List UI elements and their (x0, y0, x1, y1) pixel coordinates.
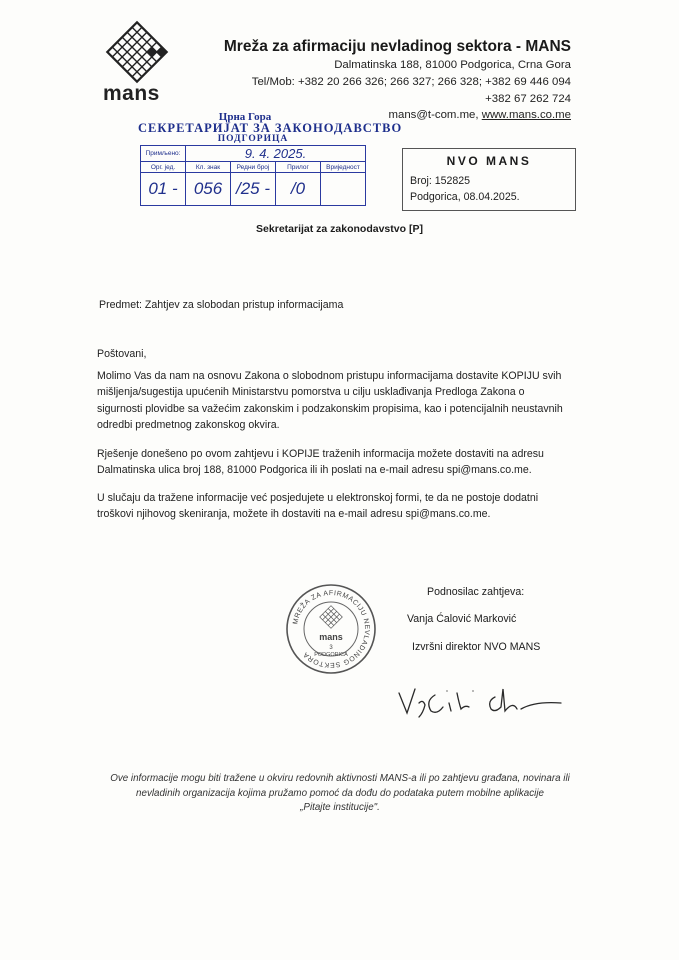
nvo-number: Broj: 152825 (410, 175, 471, 187)
subject-line: Predmet: Zahtjev za slobodan pristup informacijama (99, 299, 344, 311)
paragraph-line: sigurnosti plovidbe sa važećim zakonskim i podzakonskim propisima, kao i potencijalnih neustavnih (97, 402, 563, 415)
paragraph-line: Molimo Vas da nam na osnovu Zakona o slobodnom pristupu informacijama dostavite KOPIJU svih (97, 370, 562, 382)
received-stamp (138, 111, 403, 144)
logo-wordmark: mans (103, 82, 160, 105)
stamp-col-value: Вриједност (321, 162, 366, 173)
seal-number: 3 (329, 645, 333, 651)
footer-note (100, 772, 580, 816)
stamp-institution: СЕКРЕТАРИЈАТ ЗА ЗАКОНОДАВСТВО (138, 121, 403, 135)
stamp-val-org: 01 - (141, 173, 186, 206)
seal-ring-text: MREŽA ZA AFIRMACIJU NEVLADINOG SEKTORA (292, 589, 371, 669)
stamp-col-org: Орг. јед. (141, 162, 186, 173)
stamp-col-number: Редни број (231, 162, 276, 173)
paragraph-line: troškovi njihovog skeniranja, možete ih dostaviti na e-mail adresu spi@mans.co.me. (97, 508, 491, 521)
org-phones: Tel/Mob: +382 20 266 326; 266 327; 266 328; +382 69 446 094 (251, 76, 571, 88)
paragraph-electronic (97, 490, 587, 523)
applicant-label: Podnosilac zahtjeva: (427, 586, 525, 598)
stamp-city: ПОДГОРИЦА (217, 134, 289, 144)
footer-line: nevladinih organizacija kojima pružamo pomoć da dođu do podataka putem mobilne aplikacije (136, 787, 544, 799)
seal-city: PODGORICA (314, 652, 348, 658)
paragraph-line: Rješenje donešeno po ovom zahtjevu i KOPIJE traženih informacija možete dostaviti na adresu (97, 448, 544, 460)
recipient: Sekretarijat za zakonodavstvo [P] (256, 223, 423, 235)
organization-seal (285, 583, 377, 675)
footer-line: Ove informacije mogu biti tražene u okviru redovnih aktivnosti MANS-a ili po zahtjevu građana, novinara ili (110, 773, 570, 784)
received-label: Примљено: (141, 146, 186, 162)
stamp-col-attachment: Прилог (276, 162, 321, 173)
org-name: Mreža za afirmaciju nevladinog sektora - MANS (223, 38, 571, 55)
received-stamp-table (140, 145, 366, 206)
org-address: Dalmatinska 188, 81000 Podgorica, Crna Gora (334, 59, 571, 71)
nvo-reference-box (402, 148, 576, 211)
paragraph-delivery (97, 446, 587, 479)
stamp-country: Црна Гора (218, 111, 272, 123)
org-email[interactable]: mans@t-com.me, (388, 109, 479, 121)
org-contact (389, 109, 571, 121)
nvo-place-date: Podgorica, 08.04.2025. (410, 191, 520, 203)
paragraph-line: U slučaju da tražene informacije već posjedujete u elektronskoj formi, te da ne postoje dodatni (97, 492, 539, 504)
seal-center-text: mans (319, 632, 343, 642)
handwritten-signature (395, 683, 565, 719)
paragraph-request (97, 368, 587, 434)
footer-line: „Pitajte institucije". (300, 802, 380, 813)
org-website-link[interactable]: www.mans.co.me (481, 109, 571, 121)
paragraph-line: Dalmatinska ulica broj 188, 81000 Podgorica ili ih poslati na e-mail adresu spi@mans.co.me. (97, 464, 532, 477)
paragraph-line: odredbi predmetnog zakonskog okvira. (97, 419, 280, 432)
applicant-title: Izvršni direktor NVO MANS (412, 641, 541, 653)
stamp-val-class: 056 (186, 173, 231, 206)
greeting: Poštovani, (97, 348, 147, 360)
stamp-val-number: /25 - (231, 173, 276, 206)
org-phones-extra: +382 67 262 724 (485, 93, 571, 105)
stamp-val-attachment: /0 (276, 173, 321, 206)
applicant-name: Vanja Ćalović Marković (407, 613, 517, 625)
stamp-val-value (321, 173, 366, 206)
received-date: 9. 4. 2025. (186, 146, 366, 162)
stamp-col-class: Кл. знак (186, 162, 231, 173)
nvo-title: NVO MANS (446, 154, 532, 168)
mans-logo-icon (105, 20, 169, 84)
paragraph-line: mišljenja/sugestija upućenih Ministarstvu pomorstva u cilju usklađivanja Predloga Zakona o (97, 386, 525, 399)
